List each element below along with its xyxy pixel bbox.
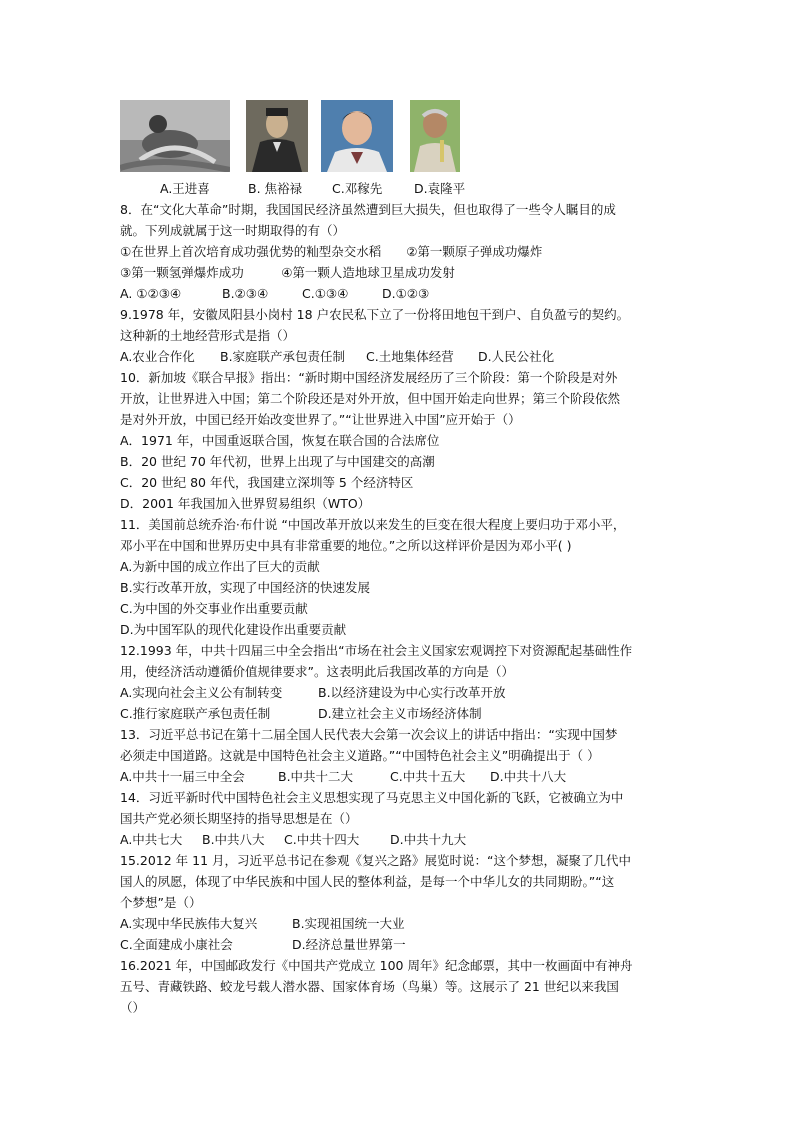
question-12 — [120, 640, 680, 724]
q12-choice-c[interactable]: C.推行家庭联产承包责任制 — [120, 706, 271, 721]
q10-stem-line: 开放，让世界进入中国；第二个阶段还是对外开放，但中国开始走向世界；第三个阶段依然 — [120, 391, 621, 406]
q16-stem-line: 16.2021 年，中国邮政发行《中国共产党成立 100 周年》纪念邮票，其中一枚画面中有神舟 — [120, 958, 633, 973]
q15-choice-a[interactable]: A.实现中华民族伟大复兴 — [120, 916, 258, 931]
q8-item-line: ①在世界上首次培育成功强优势的籼型杂交水稻 ②第一颗原子弹成功爆炸 — [120, 244, 543, 259]
q16-stem-line: 五号、青藏铁路、蛟龙号载人潜水器、国家体育场（鸟巢）等。这展示了 21 世纪以来我国 — [120, 979, 619, 994]
q13-choice-a[interactable]: A.中共十一届三中全会 — [120, 769, 245, 784]
q14-choice-d[interactable]: D.中共十九大 — [390, 832, 467, 847]
q10-option-c[interactable]: C．20 世纪 80 年代，我国建立深圳等 5 个经济特区 — [120, 475, 414, 490]
question-9 — [120, 304, 680, 367]
q8-choices — [120, 283, 680, 304]
q8-item-line: ③第一颗氢弹爆炸成功 ④第一颗人造地球卫星成功发射 — [120, 265, 455, 280]
photo-wang-jinxi — [120, 100, 230, 172]
q8-choice-a[interactable]: A. ①②③④ — [120, 286, 182, 301]
photo-yuan-longping — [410, 100, 460, 172]
q14-stem-line: 14．习近平新时代中国特色社会主义思想实现了马克思主义中国化新的飞跃，它被确立为中 — [120, 790, 624, 805]
q9-choice-d[interactable]: D.人民公社化 — [478, 349, 555, 364]
q8-choice-b[interactable]: B.②③④ — [222, 286, 269, 301]
q9-choice-b[interactable]: B.家庭联产承包责任制 — [220, 349, 346, 364]
q8-choice-c[interactable]: C.①③④ — [302, 286, 349, 301]
q15-choices-row2 — [120, 934, 680, 955]
q8-choice-d[interactable]: D.①②③ — [382, 286, 430, 301]
q15-choice-d[interactable]: D.经济总量世界第一 — [292, 937, 406, 952]
q11-option-c[interactable]: C.为中国的外交事业作出重要贡献 — [120, 601, 308, 616]
q7-option-b[interactable]: B. 焦裕禄 — [248, 181, 303, 196]
q12-choice-b[interactable]: B.以经济建设为中心实行改革开放 — [318, 685, 506, 700]
q7-option-a[interactable]: A.王进喜 — [160, 181, 210, 196]
q14-choices — [120, 829, 680, 850]
q13-stem-line: 必须走中国道路。这就是中国特色社会主义道路。”“中国特色社会主义”明确提出于（ ） — [120, 748, 600, 763]
q9-stem-line: 这种新的土地经营形式是指（） — [120, 328, 296, 343]
q7-option-d[interactable]: D.袁隆平 — [414, 181, 466, 196]
q10-option-a[interactable]: A．1971 年，中国重返联合国，恢复在联合国的合法席位 — [120, 433, 440, 448]
q14-choice-a[interactable]: A.中共七大 — [120, 832, 183, 847]
q7-option-c[interactable]: C.邓稼先 — [332, 181, 383, 196]
q15-stem-line: 15.2012 年 11 月，习近平总书记在参观《复兴之路》展览时说：“这个梦想，凝聚了几代中 — [120, 853, 631, 868]
q12-stem-line: 用，使经济活动遵循价值规律要求”。这表明此后我国改革的方向是（） — [120, 664, 514, 679]
q8-stem-line: 8．在“文化大革命”时期，我国国民经济虽然遭到巨大损失，但也取得了一些令人瞩目的成 — [120, 202, 616, 217]
question-16 — [120, 955, 680, 1018]
q10-option-b[interactable]: B．20 世纪 70 年代初，世界上出现了与中国建交的高潮 — [120, 454, 435, 469]
q10-option-d[interactable]: D．2001 年我国加入世界贸易组织（WTO） — [120, 496, 371, 511]
q13-choice-c[interactable]: C.中共十五大 — [390, 769, 466, 784]
q15-stem-line: 国人的夙愿，体现了中华民族和中国人民的整体利益，是每一个中华儿女的共同期盼。”“这 — [120, 874, 615, 889]
question-13 — [120, 724, 680, 787]
question-11 — [120, 514, 680, 640]
q11-option-d[interactable]: D.为中国军队的现代化建设作出重要贡献 — [120, 622, 347, 637]
q13-choices — [120, 766, 680, 787]
q9-choice-c[interactable]: C.土地集体经营 — [366, 349, 454, 364]
q12-choices-row1 — [120, 682, 680, 703]
q14-choice-b[interactable]: B.中共八大 — [202, 832, 265, 847]
q12-choice-a[interactable]: A.实现向社会主义公有制转变 — [120, 685, 283, 700]
q13-choice-d[interactable]: D.中共十八大 — [490, 769, 567, 784]
q12-stem-line: 12.1993 年，中共十四届三中全会指出“市场在社会主义国家宏观调控下对资源配起基础性作 — [120, 643, 633, 658]
q11-option-b[interactable]: B.实行改革开放，实现了中国经济的快速发展 — [120, 580, 371, 595]
question-15 — [120, 850, 680, 955]
q8-stem-line: 就。下列成就属于这一时期取得的有（） — [120, 223, 346, 238]
q15-stem-line: 个梦想”是（） — [120, 895, 202, 910]
question-8 — [120, 199, 680, 304]
photo-jiao-yulu — [246, 100, 308, 172]
q10-stem-line: 10．新加坡《联合早报》指出：“新时期中国经济发展经历了三个阶段：第一个阶段是对外 — [120, 370, 618, 385]
q11-stem-line: 11．美国前总统乔治·布什说 “中国改革开放以来发生的巨变在很大程度上要归功于邓小平， — [120, 517, 626, 532]
q16-stem-line: （） — [120, 1000, 146, 1015]
q10-stem-line: 是对外开放，中国已经开始改变世界了。”“让世界进入中国”应开始于（） — [120, 412, 521, 427]
q14-choice-c[interactable]: C.中共十四大 — [284, 832, 360, 847]
q9-stem-line: 9.1978 年，安徽凤阳县小岗村 18 户农民私下立了一份将田地包干到户、自负盈亏的契约。 — [120, 307, 630, 322]
question-14 — [120, 787, 680, 850]
q15-choice-c[interactable]: C.全面建成小康社会 — [120, 937, 233, 952]
q13-stem-line: 13．习近平总书记在第十二届全国人民代表大会第一次会议上的讲话中指出：“实现中国梦 — [120, 727, 618, 742]
q7-options — [160, 180, 465, 198]
photo-deng-jiaxian — [321, 100, 393, 172]
q7-photo-row — [120, 100, 480, 175]
q15-choices-row1 — [120, 913, 680, 934]
q9-choice-a[interactable]: A.农业合作化 — [120, 349, 195, 364]
q14-stem-line: 国共产党必须长期坚持的指导思想是在（） — [120, 811, 358, 826]
q11-stem-line: 邓小平在中国和世界历史中具有非常重要的地位。”之所以这样评价是因为邓小平( ) — [120, 538, 572, 553]
question-10 — [120, 367, 680, 514]
q9-choices — [120, 346, 680, 367]
q15-choice-b[interactable]: B.实现祖国统一大业 — [292, 916, 405, 931]
q11-option-a[interactable]: A.为新中国的成立作出了巨大的贡献 — [120, 559, 320, 574]
q12-choice-d[interactable]: D.建立社会主义市场经济体制 — [318, 706, 482, 721]
q13-choice-b[interactable]: B.中共十二大 — [278, 769, 354, 784]
q12-choices-row2 — [120, 703, 680, 724]
